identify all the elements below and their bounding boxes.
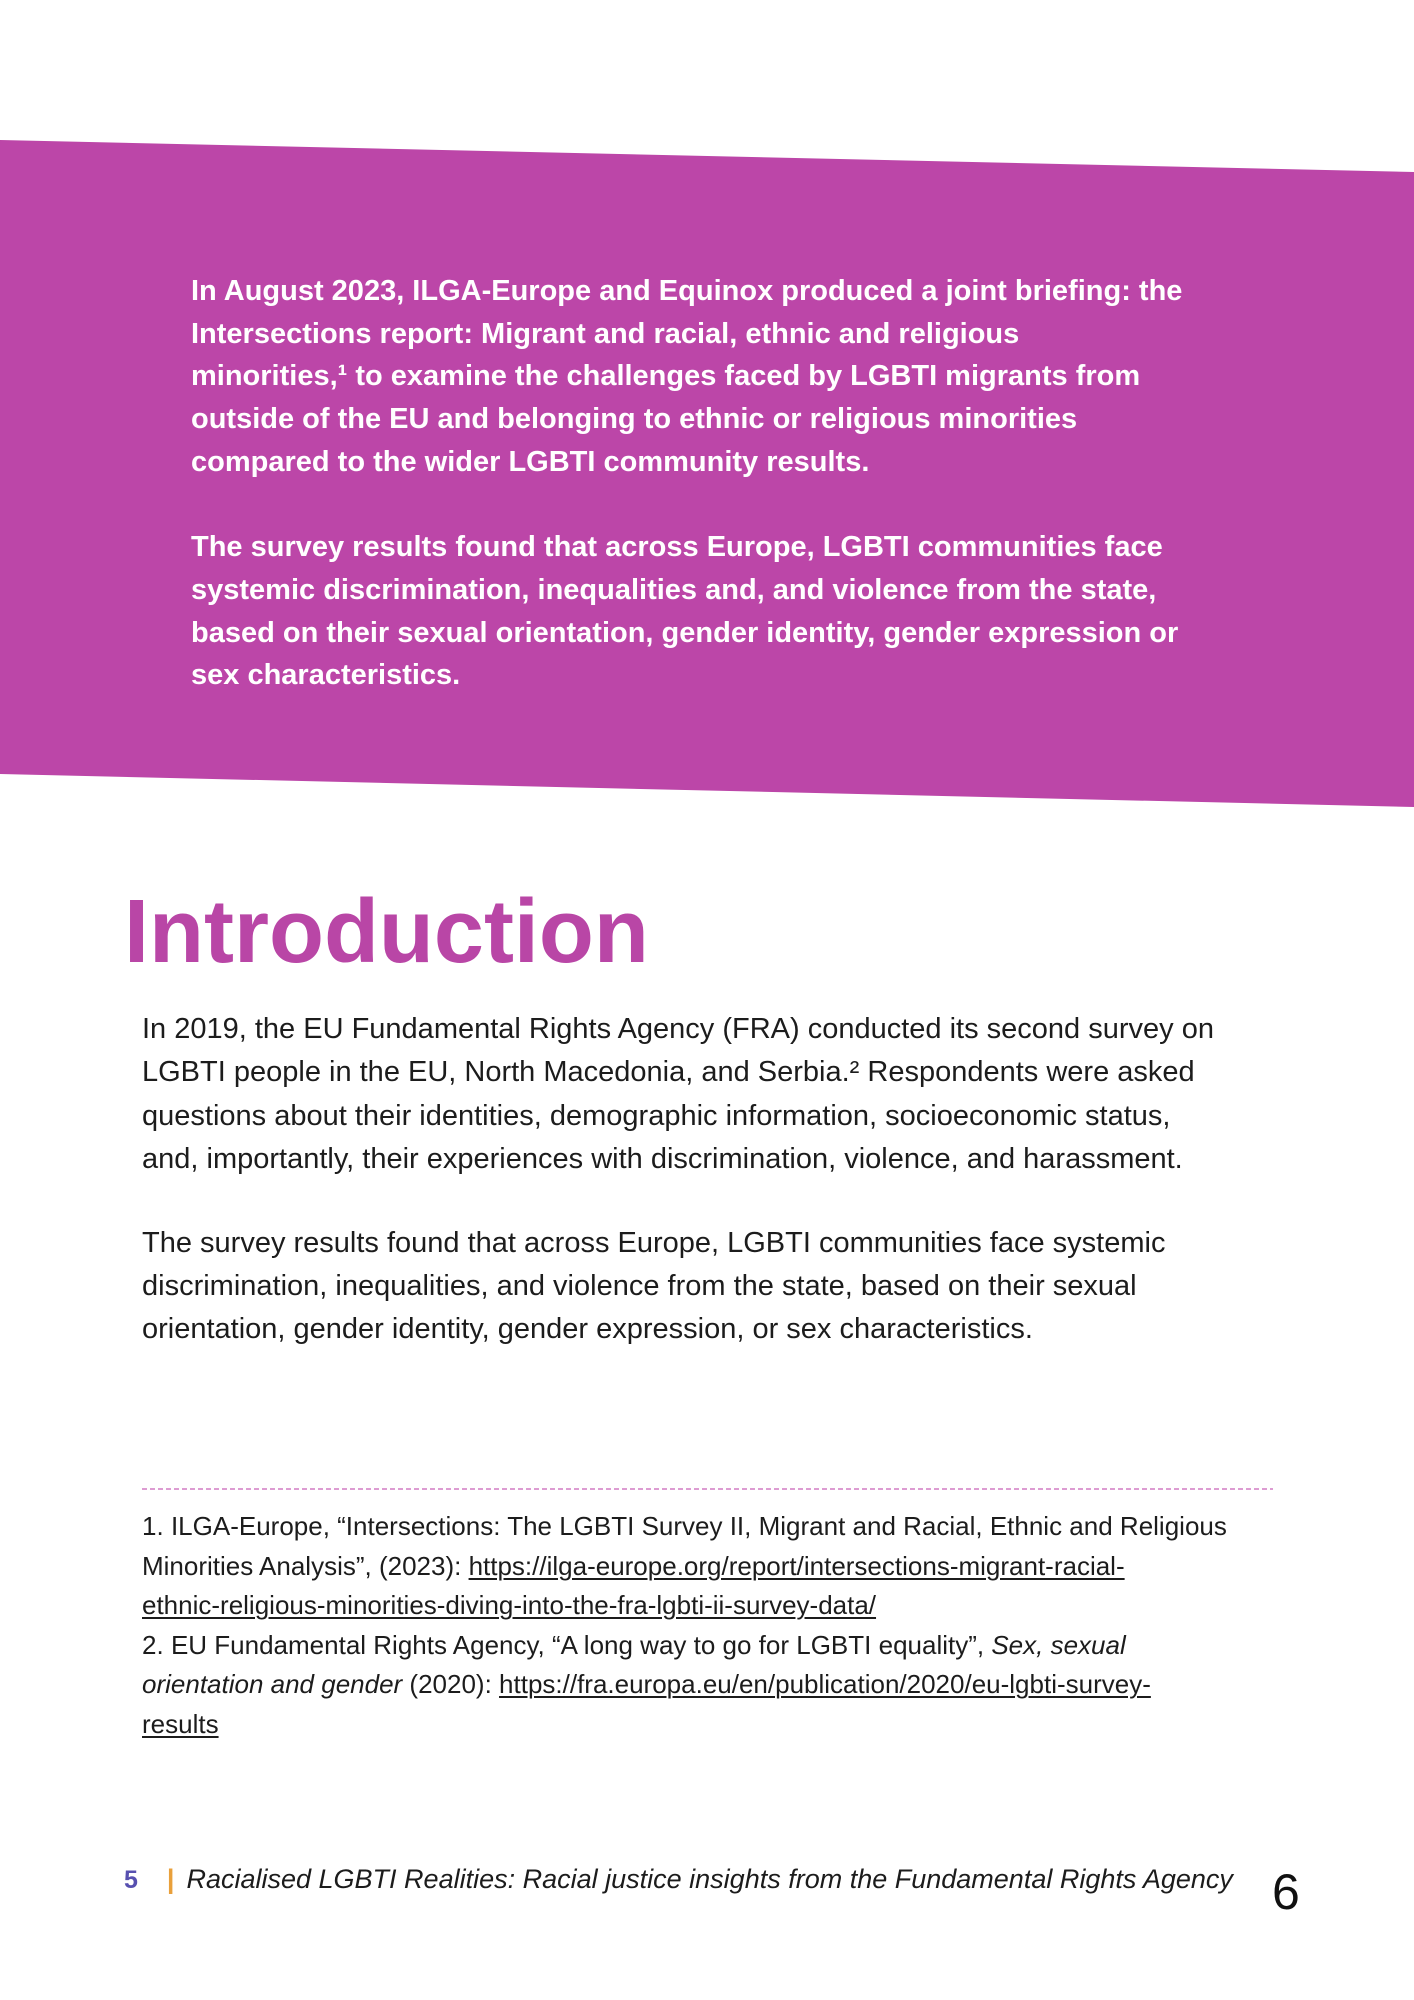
- footnote-line: [142, 1705, 1227, 1745]
- footnote-line: [142, 1626, 1227, 1666]
- text-line: The survey results found that across Europe, LGBTI communities face: [191, 531, 1163, 564]
- footnote-publication-title: orientation and gender: [142, 1669, 403, 1699]
- text-line: systemic discrimination, inequalities and, and violence from the state,: [191, 573, 1157, 606]
- text-line: based on their sexual orientation, gender identity, gender expression or: [191, 616, 1179, 649]
- footnotes: [142, 1507, 1227, 1744]
- footnote-text: (2020):: [402, 1669, 500, 1699]
- page-number-right: 6: [1272, 1864, 1300, 1920]
- banner-paragraph: [191, 270, 1182, 484]
- footnote-link[interactable]: ethnic-religious-minorities-diving-into-the-fra-lgbti-ii-survey-data/: [142, 1590, 877, 1620]
- body-paragraph: [142, 1008, 1214, 1181]
- text-line: In August 2023, ILGA-Europe and Equinox produced a joint briefing: the: [191, 275, 1183, 307]
- body-paragraph: [142, 1222, 1214, 1352]
- text-line: and, importantly, their experiences with discrimination, violence, and harassment.: [142, 1142, 1183, 1175]
- footnote-text: EU Fundamental Rights Agency, “A long way to go for LGBTI equality”,: [170, 1629, 992, 1660]
- footnote-link[interactable]: results: [142, 1708, 219, 1739]
- section-heading: Introduction: [124, 882, 649, 982]
- footnote-link[interactable]: https://fra.europa.eu/en/publication/2020/eu-lgbti-survey-: [499, 1669, 1151, 1699]
- footnote-line: [142, 1586, 1227, 1626]
- running-title: Racialised LGBTI Realities: Racial justice insights from the Fundamental Rights Agency: [186, 1864, 1233, 1894]
- footnote-publication-title: Sex, sexual: [991, 1629, 1126, 1660]
- footnote-line: [142, 1665, 1227, 1705]
- footnote-number: 1.: [142, 1511, 164, 1541]
- footer-separator: |: [166, 1864, 175, 1894]
- text-line: LGBTI people in the EU, North Macedonia, and Serbia.² Respondents were asked: [142, 1056, 1195, 1089]
- footnote-number: 2.: [142, 1629, 164, 1660]
- footnote-text: ILGA-Europe, “Intersections: The LGBTI Survey II, Migrant and Racial, Ethnic and Religious: [170, 1511, 1227, 1541]
- text-line: sex characteristics.: [191, 659, 461, 692]
- text-line: orientation, gender identity, gender expression, or sex characteristics.: [142, 1313, 1033, 1346]
- introduction-body: [142, 1008, 1214, 1352]
- text-line: questions about their identities, demographic information, socioeconomic status,: [142, 1099, 1171, 1132]
- footnote-line: [142, 1507, 1227, 1547]
- footnote-link[interactable]: https://ilga-europe.org/report/intersections-migrant-racial-: [468, 1550, 1125, 1581]
- text-line: discrimination, inequalities, and violence from the state, based on their sexual: [142, 1270, 1137, 1303]
- text-line: minorities,¹ to examine the challenges faced by LGBTI migrants from: [191, 360, 1141, 393]
- page-number-left: 5: [124, 1866, 138, 1894]
- text-line: In 2019, the EU Fundamental Rights Agency (FRA) conducted its second survey on: [142, 1013, 1214, 1045]
- text-line: The survey results found that across Europe, LGBTI communities face systemic: [142, 1226, 1166, 1259]
- text-line: Intersections report: Migrant and racial, ethnic and religious: [191, 317, 1020, 350]
- page-footer: [124, 1862, 1233, 1897]
- footnote-divider: [142, 1487, 1273, 1491]
- text-line: compared to the wider LGBTI community results.: [191, 445, 870, 478]
- banner-paragraph: [191, 526, 1182, 697]
- footnote-text: Minorities Analysis”, (2023):: [142, 1550, 469, 1581]
- footnote-line: [142, 1547, 1227, 1587]
- banner-summary: [191, 270, 1182, 697]
- text-line: outside of the EU and belonging to ethnic or religious minorities: [191, 403, 1078, 436]
